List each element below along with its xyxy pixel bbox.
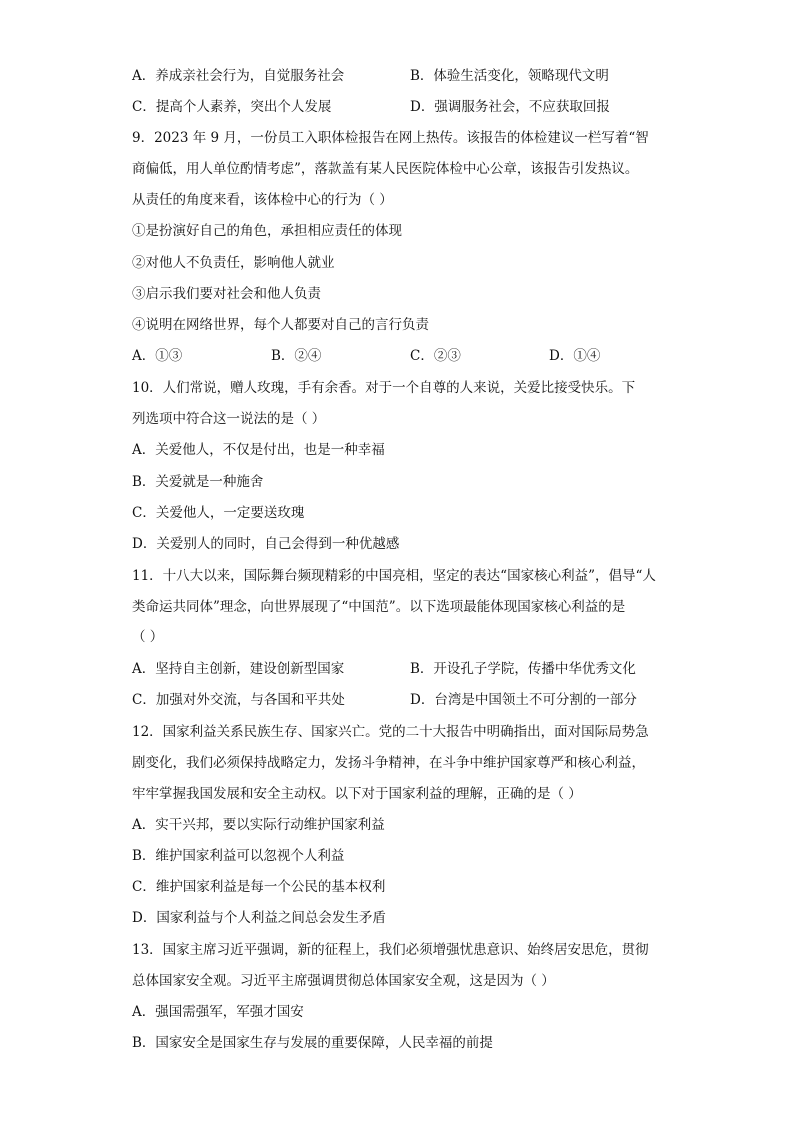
q8-option-b[interactable]: B．体验生活变化，领略现代文明: [410, 68, 609, 84]
q10-option-a[interactable]: A．关爱他人，不仅是付出，也是一种幸福: [132, 442, 385, 458]
q11-option-d[interactable]: D．台湾是中国领土不可分割的一部分: [410, 692, 637, 708]
q9-stem-line-3: 从责任的角度来看，该体检中心的行为（ ）: [132, 192, 393, 208]
q12-option-c[interactable]: C．维护国家利益是每一个公民的基本权利: [132, 879, 386, 895]
q11-option-a[interactable]: A．坚持自主创新，建设创新型国家: [132, 661, 345, 677]
q13-option-a[interactable]: A．强国需强军，军强才国安: [132, 1004, 304, 1020]
q12-option-b[interactable]: B．维护国家利益可以忽视个人利益: [132, 848, 345, 864]
q8-options-row-2: [132, 97, 672, 117]
q11-stem-line-3: （ ）: [132, 629, 164, 645]
q13-stem-line-1: 13．国家主席习近平强调，新的征程上，我们必须增强忧患意识、始终居安思危，贯彻: [132, 942, 649, 958]
q9-statement-1: ①是扮演好自己的角色，承担相应责任的体现: [132, 223, 402, 239]
q11-option-b[interactable]: B．开设孔子学院，传播中华优秀文化: [410, 661, 636, 677]
q10-option-d[interactable]: D．关爱别人的同时，自己会得到一种优越感: [132, 536, 400, 552]
q9-statement-4: ④说明在网络世界，每个人都要对自己的言行负责: [132, 317, 429, 333]
q8-options-row-1: [132, 66, 672, 86]
q11-options-row-2: [132, 690, 672, 710]
q9-option-a[interactable]: A．①③: [132, 348, 183, 364]
q9-option-d[interactable]: D．①④: [549, 348, 601, 364]
q8-option-c[interactable]: C．提高个人素养，突出个人发展: [132, 99, 332, 115]
q11-stem-line-1: 11．十八大以来，国际舞台频现精彩的中国亮相，坚定的表达“国家核心利益”，倡导“人: [132, 568, 656, 584]
q13-stem-line-2: 总体国家安全观。习近平主席强调贯彻总体国家安全观，这是因为（ ）: [132, 973, 555, 989]
q13-option-b[interactable]: B．国家安全是国家生存与发展的重要保障，人民幸福的前提: [132, 1035, 493, 1051]
q9-options-row: [132, 346, 672, 366]
q9-option-c[interactable]: C．②③: [410, 348, 461, 364]
q11-option-c[interactable]: C．加强对外交流，与各国和平共处: [132, 692, 345, 708]
q9-statement-2: ②对他人不负责任，影响他人就业: [132, 255, 335, 271]
q12-option-d[interactable]: D．国家利益与个人利益之间总会发生矛盾: [132, 910, 386, 926]
q8-option-a[interactable]: A．养成亲社会行为，自觉服务社会: [132, 68, 345, 84]
q8-option-d[interactable]: D．强调服务社会，不应获取回报: [410, 99, 610, 115]
q10-option-b[interactable]: B．关爱就是一种施舍: [132, 474, 264, 490]
q10-stem-line-1: 10．人们常说，赠人玫瑰，手有余香。对于一个自尊的人来说，关爱比接受快乐。下: [132, 380, 636, 396]
q9-statement-3: ③启示我们要对社会和他人负责: [132, 286, 321, 302]
q9-stem-line-1: 9．2023 年 9 月，一份员工入职体检报告在网上热传。该报告的体检建议一栏写着“智: [132, 130, 649, 146]
q12-stem-line-2: 剧变化，我们必须保持战略定力，发扬斗争精神，在斗争中维护国家尊严和核心利益，: [132, 755, 645, 771]
q10-option-c[interactable]: C．关爱他人，一定要送玫瑰: [132, 505, 305, 521]
q10-stem-line-2: 列选项中符合这一说法的是（ ）: [132, 411, 326, 427]
q12-stem-line-1: 12．国家利益关系民族生存、国家兴亡。党的二十大报告中明确指出，面对国际局势急: [132, 724, 649, 740]
q12-option-a[interactable]: A．实干兴邦，要以实际行动维护国家利益: [132, 817, 385, 833]
q11-options-row-1: [132, 659, 672, 679]
q9-stem-line-2: 商偏低，用人单位酌情考虑”，落款盖有某人民医院体检中心公章，该报告引发热议。: [132, 161, 639, 177]
q11-stem-line-2: 类命运共同体”理念，向世界展现了“中国范”。以下选项最能体现国家核心利益的是: [132, 599, 626, 615]
q9-option-b[interactable]: B．②④: [271, 348, 322, 364]
q12-stem-line-3: 牢牢掌握我国发展和安全主动权。以下对于国家利益的理解，正确的是（ ）: [132, 786, 582, 802]
